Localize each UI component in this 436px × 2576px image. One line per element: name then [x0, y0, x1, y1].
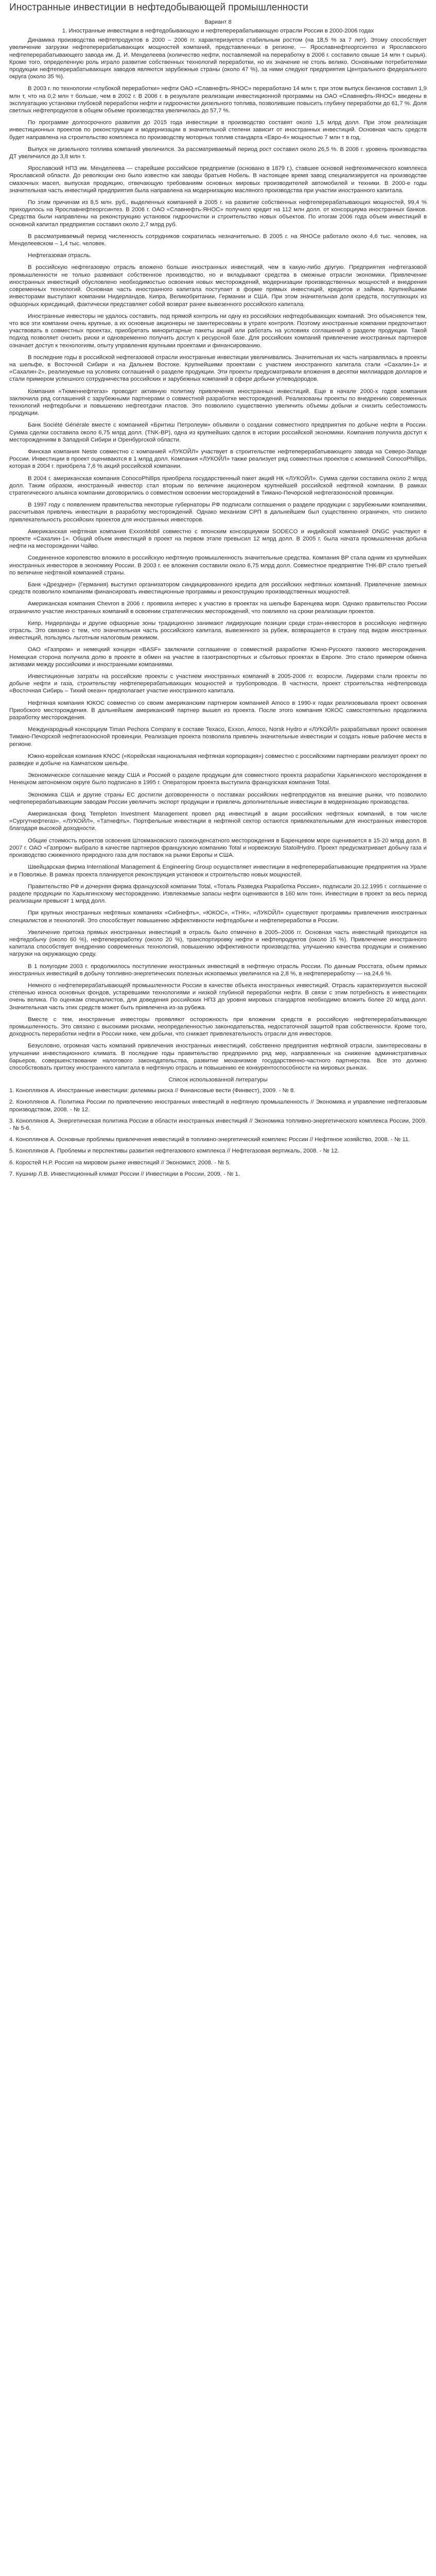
- paragraph: Швейцарская фирма International Management & Engineering Group осуществляет инвестиции в нефтеперерабатывающие предприятия на Урале и в Поволжье. В рамках проекта планируется реконструкция установок и строительство новых мощностей.: [9, 864, 427, 878]
- paragraph: Банк «Дрезднер» (Германия) выступил организатором синдицированного кредита для российских нефтяных компаний. Привлечение заемных средств позволило компаниям финансировать инвестиционные программы и реконструкцию производственных мощностей.: [9, 582, 427, 596]
- paragraph: Инвестиционные затраты на российские проекты с участием иностранных компаний в 2005-2006 гг. возросли. Лидерами стали проекты по добыче нефти и газа, строительству нефтеперерабатывающих мощностей и трубопроводов. В частности, проект строительства нефтепровода «Восточная Сибирь – Тихий океан» предполагает участие иностранного капитала.: [9, 673, 427, 694]
- paragraph: По этим причинам из 8,5 млн. руб., выделенных компанией в 2005 г. на развитие собственных нефтеперерабатывающих мощностей, 99,4 % приходилось на Ярославнефтеоргсинтез. В 2006 г. ОАО «Славнефть-ЯНОС» получило кредит на 112 млн долл. от консорциума иностранных банков. Средства были направлены на реконструкцию установок гидроочистки и строительство новых объектов. По итогам 2006 года объем инвестиций в основной капитал предприятия составил около 2,7 млрд руб.: [9, 199, 427, 228]
- paragraph: Международный консорциум Timan Pechora Company в составе Texaco, Exxon, Amoco, Norsk Hydro и «ЛУКОЙЛ» разрабатывал проект освоения Тимано-Печорской нефтегазоносной провинции. Реализация проекта позволила привлечь значительные инвестиции и создать новые рабочие места в регионе.: [9, 726, 427, 748]
- paragraph: В 2003 г. по технологии «глубокой переработки» нефти ОАО «Славнефть-ЯНОС» переработано 14 млн т, при этом выпуск бензинов составил 1,9 млн т, что на 0,2 млн т больше, чем в 2002 г. В 2006 г. в результате реализации инвестиционной программы на ОАО «Славнефть-ЯНОС» введены в эксплуатацию установки глубокой переработки нефти и гидроочистки дизельного топлива, позволившие повысить глубину переработки до 61,7 %. Доля светлых нефтепродуктов в общем объеме производства увеличилась до 57,7 %.: [9, 86, 427, 114]
- paragraph: Финская компания Neste совместно с компанией «ЛУКОЙЛ» участвует в строительстве нефтеперерабатывающего завода на Северо-Западе России. Инвестиции в проект оцениваются в 1 млрд долл. Компания «ЛУКОЙЛ» также реализует ряд совместных проектов с компанией ConocoPhillips, которая в 2004 г. приобрела 7,6 % акций российской компании.: [9, 448, 427, 470]
- paragraph: В последние годы в российской нефтегазовой отрасли иностранные инвестиции увеличивались. Значительная их часть направлялась в проекты на шельфе, в Восточной Сибири и на Дальнем Востоке. Крупнейшими проектами с участием иностранного капитала стали «Сахалин-1» и «Сахалин-2», реализуемые на условиях соглашений о разделе продукции. Эти проекты предусматривали вложения в десятки миллиардов долларов и стали примером успешного сотрудничества российских и зарубежных компаний в сфере добычи углеводородов.: [9, 354, 427, 383]
- paragraph: Ярославский НПЗ им. Менделеева — старейшее российское предприятие (основано в 1879 г.), ставшее основой нефтехимического комплекса Ярославской области. До революции оно было известно как заводы братьев Нобель. В настоящее время завод специализируется на производстве смазочных масел, выпуская продукцию, отвечающую требованиям основных мировых производителей автомобилей и техники. В 2000-е годы значительная часть инвестиций предприятия была направлена на модернизацию масляного производства при участии иностранного капитала.: [9, 165, 427, 194]
- paragraph: Американская нефтяная компания ExxonMobil совместно с японским консорциумом SODECO и индийской компанией ONGC участвуют в проекте «Сахалин-1». Общий объем инвестиций в проект на первом этапе превысил 12 млрд долл. В 2005 г. была начата промышленная добыча нефти на месторождении Чайво.: [9, 528, 427, 550]
- paragraph: Немного о нефтеперерабатывающей промышленности России в качестве объекта иностранных инвестиций. Отрасль характеризуется высокой степенью износа основных фондов, устаревшими технологиями и низкой глубиной переработки нефти. В связи с этим потребность в инвестициях очень велика. По оценкам специалистов, для доведения российских НПЗ до уровня мировых стандартов необходимо вложить более 20 млрд долл. Значительная часть этих средств может быть привлечена из-за рубежа.: [9, 982, 427, 1011]
- reference-item: 2. Коноплянов А. Политика России по привлечению иностранных инвестиций в нефтяную промышленность // Экономика и управление нефтегазовым производством, 2008. - № 12.: [9, 1099, 427, 1113]
- paragraph: Безусловно, огромная часть компаний привлечения иностранных инвестиций, собственно предприятия нефтяной отрасли, заинтересованы в улучшении инвестиционного климата. В последние годы правительство предприняло ряд мер, направленных на снижение административных барьеров, совершенствование налогового законодательства, развитие механизмов государственно-частного партнерства. Все это должно способствовать притоку иностранного капитала в нефтяную отрасль и повышению ее конкурентоспособности на мировых рынках.: [9, 1043, 427, 1071]
- paragraph: Экономика США и другие страны ЕС достигли договоренности о поставках российских нефтепродуктов на внешние рынки, что позволило нефтеперерабатывающим заводам России увеличить экспорт продукции и привлечь дополнительные инвестиции в модернизацию производства.: [9, 791, 427, 805]
- references-list: [9, 1087, 427, 1178]
- section-heading: 1. Иностранные инвестиции в нефтедобывающую и нефтеперерабатывающую отрасли России в 2000-2006 годах: [62, 28, 374, 34]
- reference-item: 6. Коростей Н.Р. Россия на мировом рынке инвестиций // Экономист, 2008. - № 5.: [9, 1159, 231, 1166]
- references-title: Список использованной литературы: [168, 1077, 268, 1083]
- paragraph: Кипр, Нидерланды и другие офшорные зоны традиционно занимают лидирующие позиции среди стран-инвесторов в российскую нефтяную отрасль. Это связано с тем, что значительная часть российского капитала, вывезенного за рубеж, возвращается в страну под видом иностранных инвестиций, пользуясь льготным налоговым режимом.: [9, 620, 427, 641]
- paragraph: Выпуск не дизельного топлива компаний увеличился. За рассматриваемый период рост составил около 26,5 %. В 2006 г. уровень производства ДТ увеличился до 3,8 млн т.: [9, 146, 427, 160]
- paragraph: В российскую нефтегазовую отрасль вложено больше иностранных инвестиций, чем в какую-либо другую. Предприятия нефтегазовой промышленности не только развивают собственное производство, но и вкладывают средства в смежные отрасли экономики. Привлечение иностранных инвестиций обусловлено необходимостью освоения новых месторождений, модернизации производственных мощностей и внедрения современных технологий. Основная часть иностранного капитала поступает в форме прямых инвестиций, кредитов и займов. Крупнейшими инвесторами выступают компании Нидерландов, Кипра, Великобритании, Германии и США. При этом значительная доля средств, поступающих из офшорных юрисдикций, фактически представляет собой возврат ранее вывезенного российского капитала.: [9, 264, 427, 308]
- paragraph: Американская компания Chevron в 2006 г. проявила интерес к участию в проектах на шельфе Баренцева моря. Однако правительство России ограничило участие иностранных компаний в освоении стратегических месторождений, что повлияло на сроки реализации проектов.: [9, 601, 427, 615]
- paragraph: ОАО «Газпром» и немецкий концерн «BASF» заключили соглашение о совместной разработке Южно-Русского газового месторождения. Немецкая сторона получила долю в проекте в обмен на участие в газотранспортных и сбытовых проектах в Европе. Это стало примером обмена активами между российскими и иностранными компаниями.: [9, 647, 427, 668]
- paragraph: В 1 полугодии 2003 г. продолжилось поступление иностранных инвестиций в нефтяную отрасль России. По данным Росстата, объем прямых иностранных инвестиций в добычу топливно-энергетических полезных ископаемых увеличился на 2,8 %, в нефтепереработку — на 24,6 %.: [9, 963, 427, 977]
- paragraph: Экономическое соглашение между США и Россией о разделе продукции для совместного проекта разработки Харьягинского месторождения в Ненецком автономном округе было подписано в 1995 г. Оператором проекта выступила французская компания Total.: [9, 772, 427, 786]
- paragraph: Правительство РФ и дочерняя фирма французской компании Total, «Тоталь Разведка Разработка Россия», подписали 20.12.1995 г. соглашение о разделе продукции по Харьягинскому месторождению. Извлекаемые запасы нефти оцениваются в 160 млн тонн. Инвестиции в проект за весь период реализации превысят 1 млрд долл.: [9, 883, 427, 905]
- paragraph: Нефтегазовая отрасль.: [28, 252, 92, 259]
- paragraph: Южно-корейская компания KNOC («Корейская национальная нефтяная корпорация») совместно с российскими партнерами реализует проект по разведке и добыче на Камчатском шельфе.: [9, 753, 427, 767]
- paragraph: В рассматриваемый период численность сотрудников сократилась незначительно. В 2005 г. на ЯНОСе работало около 4,6 тыс. человек, на Менделеевском – 1,4 тыс. человек.: [9, 233, 427, 247]
- page-title: Иностранные инвестиции в нефтедобывающей промышленности: [9, 2, 308, 13]
- reference-item: 7. Кушнир Л.В. Инвестиционный климат России // Инвестиции в России, 2009. - № 1.: [9, 1171, 240, 1177]
- reference-item: 1. Коноплянов А. Иностранные инвестиции: дилеммы риска // Финансовые вести (Финвест), 2009. - № 8.: [9, 1088, 295, 1094]
- reference-item: 4. Коноплянов А. Основные проблемы привлечения инвестиций в топливно-энергетический комплекс России // Нефтяное хозяйство, 2008. - № 11.: [9, 1137, 410, 1143]
- variant-label: Вариант 8: [204, 19, 232, 25]
- paragraph: Нефтяная компания ЮКОС совместно со своим американским партнером компанией Amoco в 1990-х годах реализовывала проект освоения Приобского месторождения. В дальнейшем американский партнер вышел из проекта. После этого компания ЮКОС самостоятельно продолжила разработку месторождения.: [9, 700, 427, 721]
- paragraph: Банк Société Générale вместе с компанией «Бритиш Петролеум» объявили о создании совместного предприятия по добыче нефти в России. Сумма сделки составила около 6,75 млрд долл. (TNK-BP), одна из крупнейших сделок в истории российской экономики. Компания получила доступ к месторождениям в Западной Сибири и Оренбургской области.: [9, 422, 427, 443]
- paragraph: Иностранные инвесторы не удалось составить, под прямой контроль ни одну из российских нефтедобывающих компаний. Это объясняется тем, что все эти компании очень крупные, а их основные акционеры не заинтересованы в утрате контроля. Поэтому иностранные компании предпочитают участвовать в совместных проектах, приобретать миноритарные пакеты акций или работать на условиях соглашений о разделе продукции. Такой подход позволяет снизить риски и одновременно получить доступ к ресурсной базе. Для российских компаний привлечение иностранных партнеров означает доступ к технологиям, опыту управления крупными проектами и финансированию.: [9, 313, 427, 349]
- paragraph: В 1997 году с появлением правительства некоторые губернаторы РФ подписали соглашения о разделе продукции с зарубежными компаниями, рассчитывая привлечь инвестиции в разработку месторождений. Однако механизм СРП в дальнейшем был существенно ограничен, что снизило привлекательность российских проектов для иностранных инвесторов.: [9, 502, 427, 523]
- paragraph: Динамика производства нефтепродуктов в 2000 – 2006 гг. характеризуется стабильным ростом (на 18,5 % за 7 лет). Этому способствует увеличение загрузки нефтеперерабатывающих мощностей компаний, представленных в регионе, — Ярославнефтеоргсинтез и Ярославского нефтеперерабатывающего завода им. Д. И. Менделеева (количество нефти, поставляемой на переработку в 2006 г. составило свыше 14 млн т сырья). Кроме того, определенную роль играло развитие собственных технологий переработки, но их значение не столь велико. Основными потребителями продукции нефтеперерабатывающих заводов являются зарубежные страны (около 47 %), за ними следуют предприятия Центрального федерального округа (около 35 %).: [9, 37, 427, 80]
- paragraph: При крупных иностранных нефтяных компаниях «Сибнефть», «ЮКОС», «ТНК», «ЛУКОЙЛ» существуют программы привлечения иностранных специалистов и технологий. Это способствует повышению эффективности нефтедобычи и нефтепереработки в России.: [9, 910, 427, 924]
- document-body: [9, 27, 427, 1072]
- paragraph: Общие стоимость проектов освоения Штокмановского газоконденсатного месторождения в Баренцевом море оценивается в 15-20 млрд долл. В 2007 г. ОАО «Газпром» выбрало в качестве партнеров французскую компанию Total и норвежскую StatoilHydro. Проект предусматривает добычу газа и производство сжиженного природного газа для поставок на рынки Европы и США.: [9, 837, 427, 859]
- reference-item: 3. Коноплянов А. Энергетическая политика России в области иностранных инвестиций // Экономика топливно-энергетического комплекса России, 2009. - № 5-6.: [9, 1117, 427, 1131]
- paragraph: В 2004 г. американская компания ConocoPhillips приобрела государственный пакет акций НК «ЛУКОЙЛ». Сумма сделки составила около 2 млрд долл. Таким образом, иностранный инвестор стал вторым по величине акционером крупнейшей российской нефтяной компании. В рамках стратегического альянса компании договорились о совместном освоении месторождений в Тимано-Печорской нефтегазоносной провинции.: [9, 475, 427, 496]
- paragraph: Компания «Тюменнефтегаз» проводит активную политику привлечения иностранных инвестиций. Еще в начале 2000-х годов компания заключила ряд соглашений с зарубежными партнерами о совместной разработке месторождений. Реализованы проекты по внедрению современных технологий нефтедобычи и повышению нефтеотдачи пластов. Это позволило существенно увеличить объемы добычи и снизить себестоимость продукции.: [9, 388, 427, 417]
- paragraph: По программе долгосрочного развития до 2015 года инвестиции в производство составят около 1,5 млрд долл. При этом реализация инвестиционных проектов по реконструкции и модернизации в значительной степени зависит от иностранных инвестиций. Основная часть средств будет направлена на строительство комплекса по производству моторных топлив стандарта «Евро-4» мощностью 7 млн т в год.: [9, 120, 427, 141]
- paragraph: Американская фонд Templeton Investment Management провел ряд инвестиций в акции российских нефтяных компаний, в том числе «Сургутнефтегаз», «ЛУКОЙЛ», «Татнефть». Портфельные инвестиции в нефтяной сектор остаются привлекательными для иностранных инвесторов благодаря высокой доходности.: [9, 811, 427, 832]
- paragraph: Вместе с тем, иностранные инвесторы проявляют осторожность при вложении средств в российскую нефтеперерабатывающую промышленность. Это связано с высокими рисками, неопределенностью законодательства, недостаточной защитой прав собственности. Кроме того, доходность переработки нефти в России ниже, чем добычи, что снижает привлекательность отрасли для инвесторов.: [9, 1016, 427, 1038]
- paragraph: Соединенное королевство вложило в российскую нефтяную промышленность значительные средства. Компания BP стала одним из крупнейших иностранных инвесторов в экономику России. В 2003 г. ее вложения составили около 6,75 млрд долл. Совместное предприятие ТНК-ВР стало третьей по величине нефтяной компанией страны.: [9, 555, 427, 576]
- paragraph: Увеличение притока прямых иностранных инвестиций в отрасль было отмечено в 2005–2006 гг. Основная часть инвестиций приходится на нефтедобычу (около 60 %), нефтепереработку (около 20 %), транспортировку нефти и нефтепродуктов (около 15 %). Привлечение иностранного капитала способствует внедрению современных технологий, повышению эффективности производства, улучшению качества продукции и снижению нагрузки на окружающую среду.: [9, 929, 427, 958]
- reference-item: 5. Коноплянов А. Проблемы и перспективы развития нефтегазового комплекса // Нефтегазовая вертикаль, 2008. - № 12.: [9, 1148, 339, 1155]
